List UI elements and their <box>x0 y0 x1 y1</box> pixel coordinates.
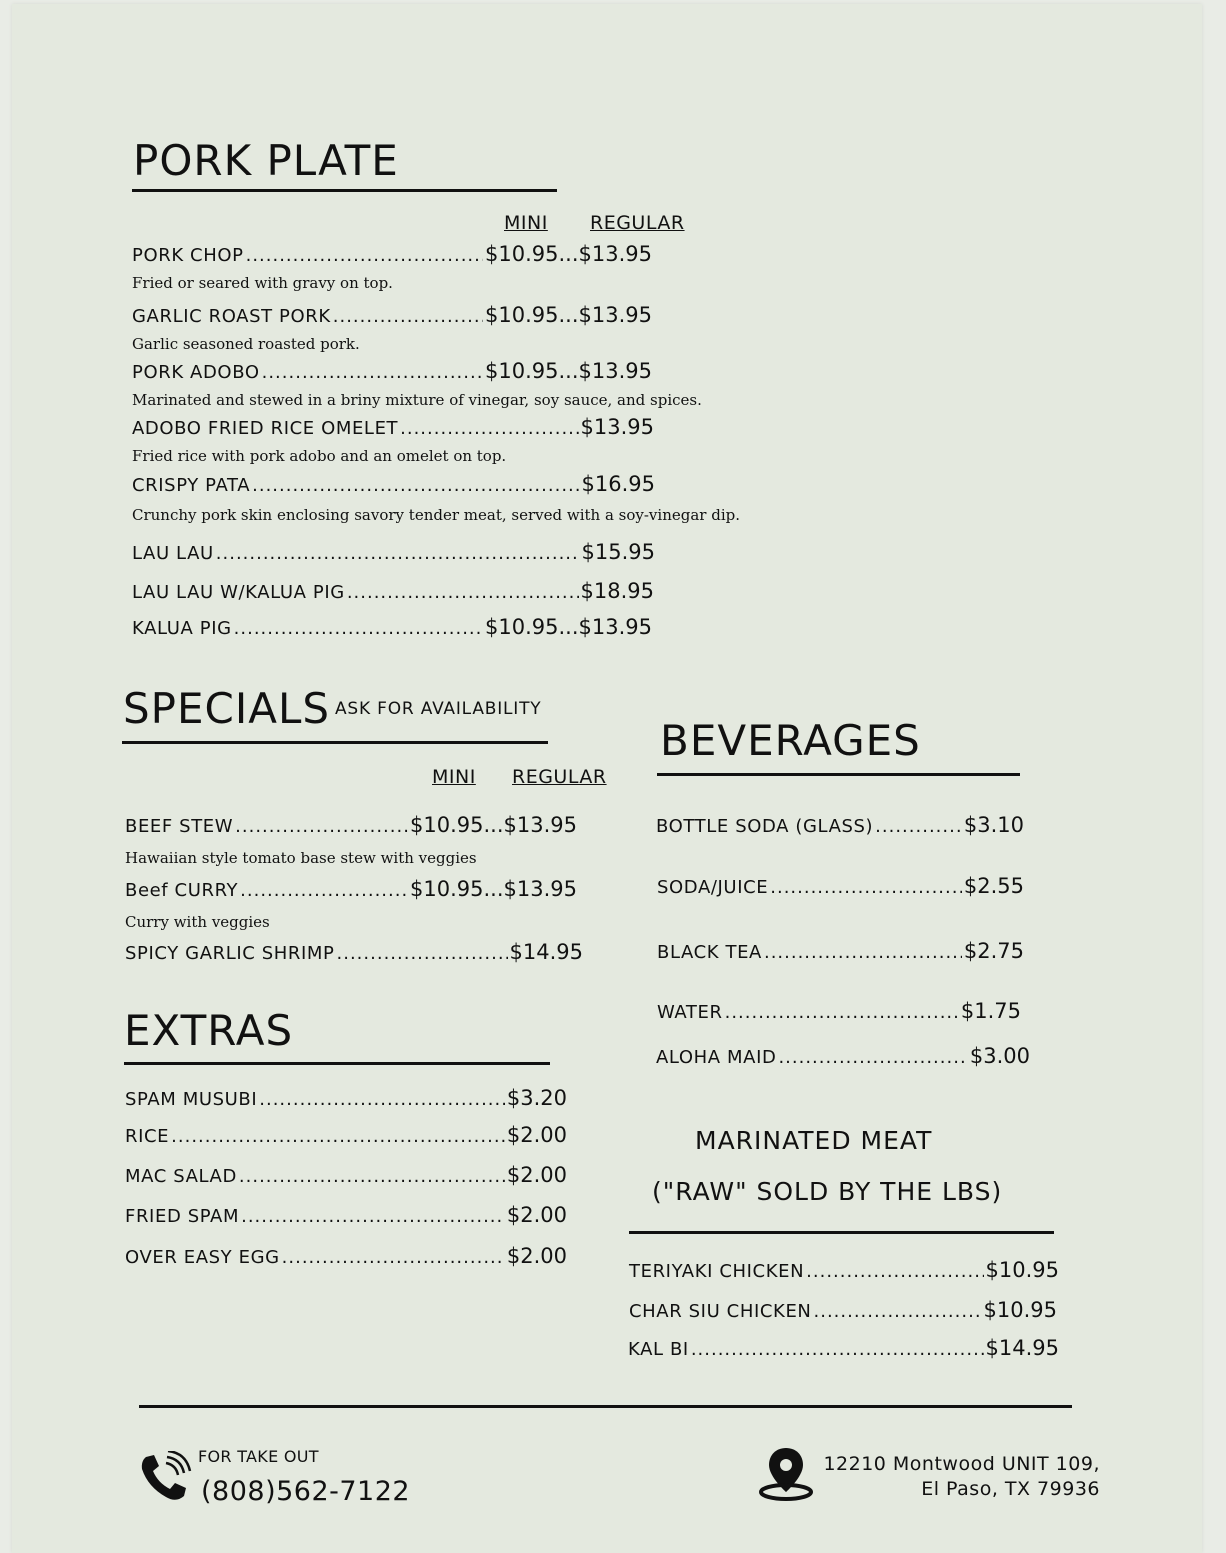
item-name: CHAR SIU CHICKEN <box>629 1301 812 1322</box>
menu-item-lau-lau-kalua <box>132 579 654 603</box>
menu-item-rice <box>125 1123 567 1147</box>
menu-item-kalua-pig <box>132 615 652 639</box>
footer-rule <box>139 1405 1072 1408</box>
address-line1: 12210 Montwood UNIT 109, <box>823 1453 1100 1475</box>
item-price: $10.95...$13.95 <box>410 877 577 901</box>
menu-item-kal-bi <box>628 1336 1059 1360</box>
item-name: MAC SALAD <box>125 1166 237 1187</box>
menu-item-spam-musubi <box>125 1086 567 1110</box>
item-name: CRISPY PATA <box>132 475 251 496</box>
pork-plate-rule <box>132 189 557 192</box>
item-price: $2.00 <box>506 1203 567 1227</box>
address-line2: El Paso, TX 79936 <box>921 1478 1100 1500</box>
item-price: $13.95 <box>580 415 654 439</box>
item-price: $2.00 <box>506 1123 567 1147</box>
item-price: $14.95 <box>985 1336 1059 1360</box>
item-price: $16.95 <box>581 472 655 496</box>
item-name: OVER EASY EGG <box>125 1247 280 1268</box>
item-name: BEEF STEW <box>125 816 234 837</box>
item-price: $3.20 <box>506 1086 567 1110</box>
menu-item-beef-curry <box>125 877 577 901</box>
menu-item-bottle-soda <box>656 813 1024 837</box>
item-price: $2.55 <box>963 874 1024 898</box>
item-description: Curry with veggies <box>125 913 270 931</box>
menu-item-spicy-garlic-shrimp <box>125 940 583 964</box>
beverages-title: BEVERAGES <box>660 716 921 765</box>
menu-item-garlic-roast-pork <box>132 303 652 327</box>
item-name: LAU LAU W/KALUA PIG <box>132 582 345 603</box>
menu-item-char-siu-chicken <box>629 1298 1057 1322</box>
marinated-title-line1: MARINATED MEAT <box>695 1126 933 1155</box>
beverages-rule <box>657 773 1020 776</box>
item-price: $10.95 <box>985 1258 1059 1282</box>
menu-item-beef-stew <box>125 813 577 837</box>
menu-item-water <box>657 999 1021 1023</box>
location-pin-icon <box>756 1444 816 1502</box>
item-price: $10.95 <box>983 1298 1057 1322</box>
item-name: PORK ADOBO <box>132 362 260 383</box>
item-price: $10.95...$13.95 <box>410 813 577 837</box>
extras-title: EXTRAS <box>124 1006 294 1055</box>
item-price: $2.00 <box>506 1163 567 1187</box>
item-description: Hawaiian style tomato base stew with veggies <box>125 849 477 867</box>
pork-plate-col-regular: REGULAR <box>590 212 685 234</box>
item-name: PORK CHOP <box>132 245 244 266</box>
specials-col-regular: REGULAR <box>512 766 607 788</box>
item-description: Marinated and stewed in a briny mixture of vinegar, soy sauce, and spices. <box>132 391 702 409</box>
item-description: Garlic seasoned roasted pork. <box>132 335 360 353</box>
item-price: $10.95...$13.95 <box>485 359 652 383</box>
specials-note: ASK FOR AVAILABILITY <box>335 699 542 719</box>
item-price: $2.00 <box>506 1244 567 1268</box>
extras-rule <box>124 1062 550 1065</box>
item-name: WATER <box>657 1002 723 1023</box>
item-price: $14.95 <box>509 940 583 964</box>
menu-item-aloha-maid <box>656 1044 1030 1068</box>
specials-col-mini: MINI <box>432 766 476 788</box>
item-price: $18.95 <box>580 579 654 603</box>
specials-title: SPECIALS <box>123 684 331 733</box>
item-name: TERIYAKI CHICKEN <box>629 1261 805 1282</box>
item-name: SPICY GARLIC SHRIMP <box>125 943 335 964</box>
item-name: RICE <box>125 1126 170 1147</box>
menu-item-pork-chop <box>132 242 652 266</box>
specials-rule <box>122 741 548 744</box>
item-price: $10.95...$13.95 <box>485 242 652 266</box>
item-name: KALUA PIG <box>132 618 232 639</box>
menu-item-crispy-pata <box>132 472 655 496</box>
menu-item-black-tea <box>657 939 1024 963</box>
item-name: ADOBO FRIED RICE OMELET <box>132 418 399 439</box>
item-description: Crunchy pork skin enclosing savory tender meat, served with a soy-vinegar dip. <box>132 506 740 524</box>
phone-icon <box>136 1451 192 1507</box>
item-name: SODA/JUICE <box>657 877 769 898</box>
item-price: $2.75 <box>963 939 1024 963</box>
item-name: Beef CURRY <box>125 880 239 901</box>
menu-item-fried-spam <box>125 1203 567 1227</box>
item-price: $10.95...$13.95 <box>485 303 652 327</box>
item-name: BOTTLE SODA (GLASS) <box>656 816 874 837</box>
menu-item-teriyaki-chicken <box>629 1258 1059 1282</box>
item-name: KAL BI <box>628 1339 689 1360</box>
menu-item-pork-adobo <box>132 359 652 383</box>
item-name: BLACK TEA <box>657 942 762 963</box>
menu-item-lau-lau <box>132 540 655 564</box>
item-price: $3.00 <box>969 1044 1030 1068</box>
item-price: $1.75 <box>960 999 1021 1023</box>
marinated-title-line2: ("RAW" SOLD BY THE LBS) <box>652 1177 1003 1206</box>
item-price: $3.10 <box>963 813 1024 837</box>
menu-item-soda-juice <box>657 874 1024 898</box>
menu-item-adobo-fried-rice-omelet <box>132 415 654 439</box>
item-price: $10.95...$13.95 <box>485 615 652 639</box>
marinated-rule <box>629 1231 1054 1234</box>
item-price: $15.95 <box>581 540 655 564</box>
takeout-label: FOR TAKE OUT <box>198 1447 319 1466</box>
menu-item-mac-salad <box>125 1163 567 1187</box>
pork-plate-title: PORK PLATE <box>133 136 399 185</box>
item-description: Fried or seared with gravy on top. <box>132 274 393 292</box>
pork-plate-col-mini: MINI <box>504 212 548 234</box>
phone-number[interactable]: (808)562-7122 <box>201 1476 411 1507</box>
item-name: GARLIC ROAST PORK <box>132 306 331 327</box>
menu-item-over-easy-egg <box>125 1244 567 1268</box>
item-name: FRIED SPAM <box>125 1206 240 1227</box>
menu-page <box>12 4 1202 1553</box>
item-name: LAU LAU <box>132 543 214 564</box>
item-name: SPAM MUSUBI <box>125 1089 258 1110</box>
item-name: ALOHA MAID <box>656 1047 777 1068</box>
item-description: Fried rice with pork adobo and an omelet on top. <box>132 447 507 465</box>
